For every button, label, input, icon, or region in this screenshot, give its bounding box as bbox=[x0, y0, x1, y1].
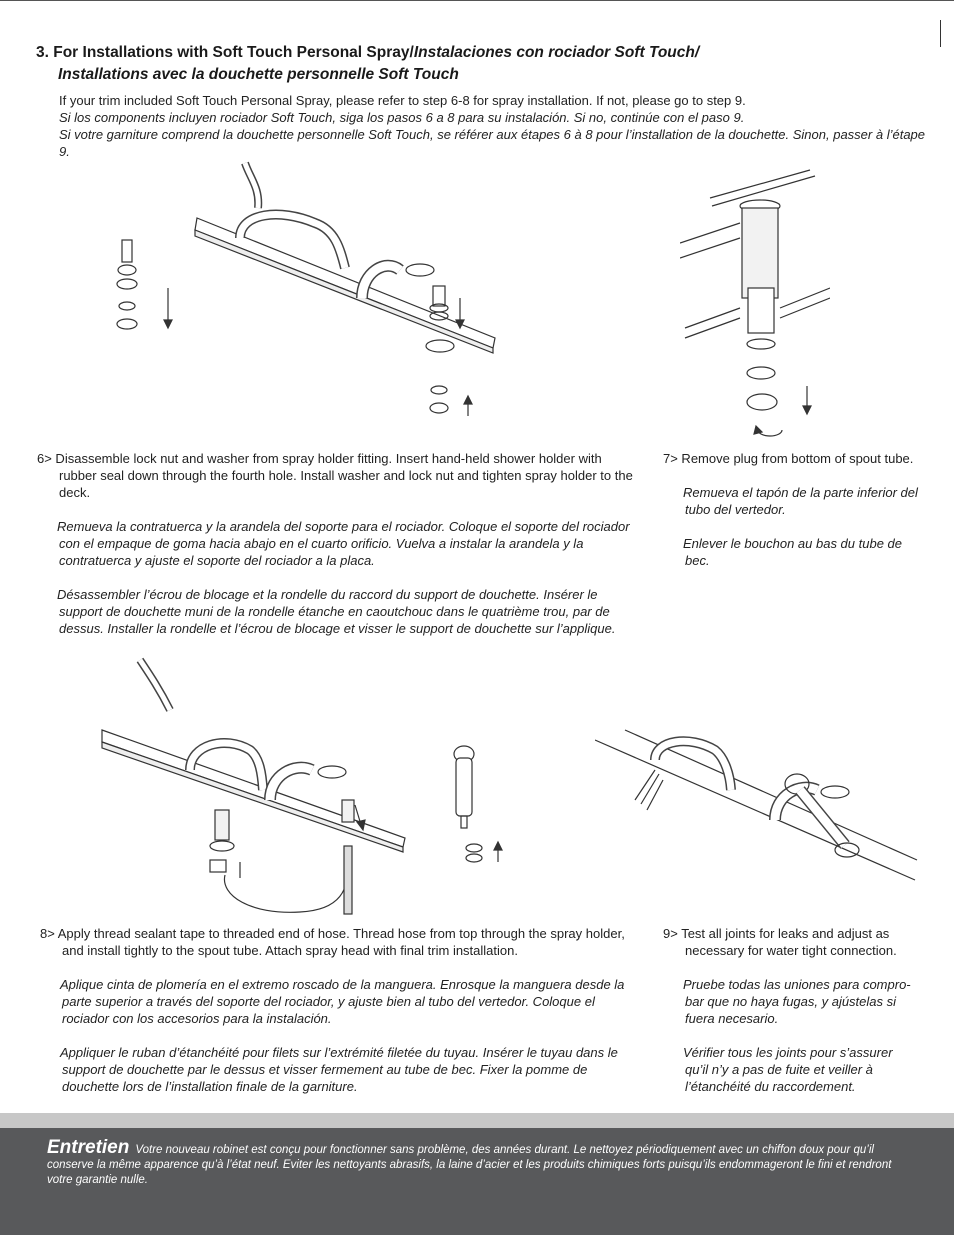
step-8-text bbox=[40, 925, 640, 1095]
step-9-en: 9> Test all joints for leaks and adjust as necessary for water tight connection. bbox=[663, 926, 897, 958]
footer-title: Entretien bbox=[47, 1137, 130, 1158]
intro-es: Si los components incluyen rociador Soft Touch, siga los pasos 6 a 8 para su instalación. Si no, continúe con el paso 9. bbox=[59, 110, 745, 125]
figure-step9 bbox=[595, 720, 920, 920]
step-6-en: 6> Disassemble lock nut and washer from spray holder fitting. Insert hand-held shower holder with rubber seal down through the fourth hole. Install washer and lock nut and tighten spray holder to the deck. bbox=[37, 451, 633, 500]
maintenance-footer bbox=[0, 1128, 954, 1235]
heading-fr: Installations avec la douchette personnelle Soft Touch bbox=[58, 66, 459, 83]
footer-text-block bbox=[47, 1137, 907, 1188]
step-8-en: 8> Apply thread sealant tape to threaded end of hose. Thread hose from top through the spray holder, and install tightly to the spout tube. Attach spray head with final trim installation. bbox=[40, 926, 625, 958]
figure-step6 bbox=[100, 158, 500, 426]
step-8-es: Aplique cinta de plomería en el extremo roscado de la manguera. Enrosque la manguera desde la parte superior a través del soporte del rociador, y ajuste bien al tubo del vertedor. Coloque el rociador con los accesorios para la instalación. bbox=[60, 977, 625, 1026]
intro-en: If your trim included Soft Touch Personal Spray, please refer to step 6-8 for spray installation. If not, please go to step 9. bbox=[59, 93, 746, 108]
top-rule bbox=[0, 0, 954, 1]
intro-fr: Si votre garniture comprend la douchette personnelle Soft Touch, se référer aux étapes 6 à 8 pour l’installation de la douchette. Sinon, passer à l’étape 9. bbox=[59, 127, 926, 159]
step-7-fr: Enlever le bouchon au bas du tube de bec. bbox=[683, 536, 903, 568]
step-9-es: Pruebe todas las uniones para compro-bar que no haya fugas, y ajústelas si fuera necesario. bbox=[683, 977, 911, 1026]
step-6-text bbox=[37, 450, 637, 637]
intro-text bbox=[59, 92, 929, 160]
footer-band bbox=[0, 1113, 954, 1128]
corner-mark bbox=[940, 20, 941, 47]
step-8-fr: Appliquer le ruban d’étanchéité pour filets sur l’extrémité filetée du tuyau. Insérer le tuyau dans le support de douchette par le dessus et visser fermement au tube de bec. Fixer la pomme de douchette lors de l’installation finale de la garniture. bbox=[60, 1045, 618, 1094]
section-heading bbox=[36, 42, 916, 86]
step-9-fr: Vérifier tous les joints pour s’assurer qu’il n’y a pas de fuite et veiller à l’étanchéité du raccordement. bbox=[683, 1045, 893, 1094]
heading-es: Instalaciones con rociador Soft Touch/ bbox=[413, 44, 700, 61]
step-7-text bbox=[663, 450, 923, 569]
step-6-fr: Désassembler l’écrou de blocage et la rondelle du raccord du support de douchette. Insérer le support de douchette muni de la rondelle étanche en caoutchouc dans le quatrième trou, par de dessus. Installer la rondelle et l’écrou de blocage et visser le support de douchette sur l’applique. bbox=[57, 587, 616, 636]
heading-en: 3. For Installations with Soft Touch Personal Spray/ bbox=[36, 44, 414, 61]
step-7-es: Remueva el tapón de la parte inferior del tubo del vertedor. bbox=[683, 485, 918, 517]
figure-step8 bbox=[100, 650, 420, 922]
step-6-es: Remueva la contratuerca y la arandela del soporte para el rociador. Coloque el soporte del rociador con el empaque de goma hacia abajo en el cuarto orificio. Vuelva a instalar la arandela y la contratuerca y ajuste el soporte del rociador a la placa. bbox=[57, 519, 630, 568]
figure-step7 bbox=[680, 168, 830, 440]
footer-text: Votre nouveau robinet est conçu pour fonctionner sans problème, des années durant. Le nettoyez périodiquement avec un chiffon doux pour qu’il conserve la même apparence qu’à l’état neuf. Eviter les nettoyants abrasifs, la laine d’acier et les produits chimiques forts puisqu’ils endommageront le fini et rendront votre garantie nulle. bbox=[47, 1144, 892, 1186]
step-7-en: 7> Remove plug from bottom of spout tube. bbox=[663, 451, 914, 466]
step-9-text bbox=[663, 925, 918, 1095]
figure-spray-head bbox=[440, 740, 510, 870]
